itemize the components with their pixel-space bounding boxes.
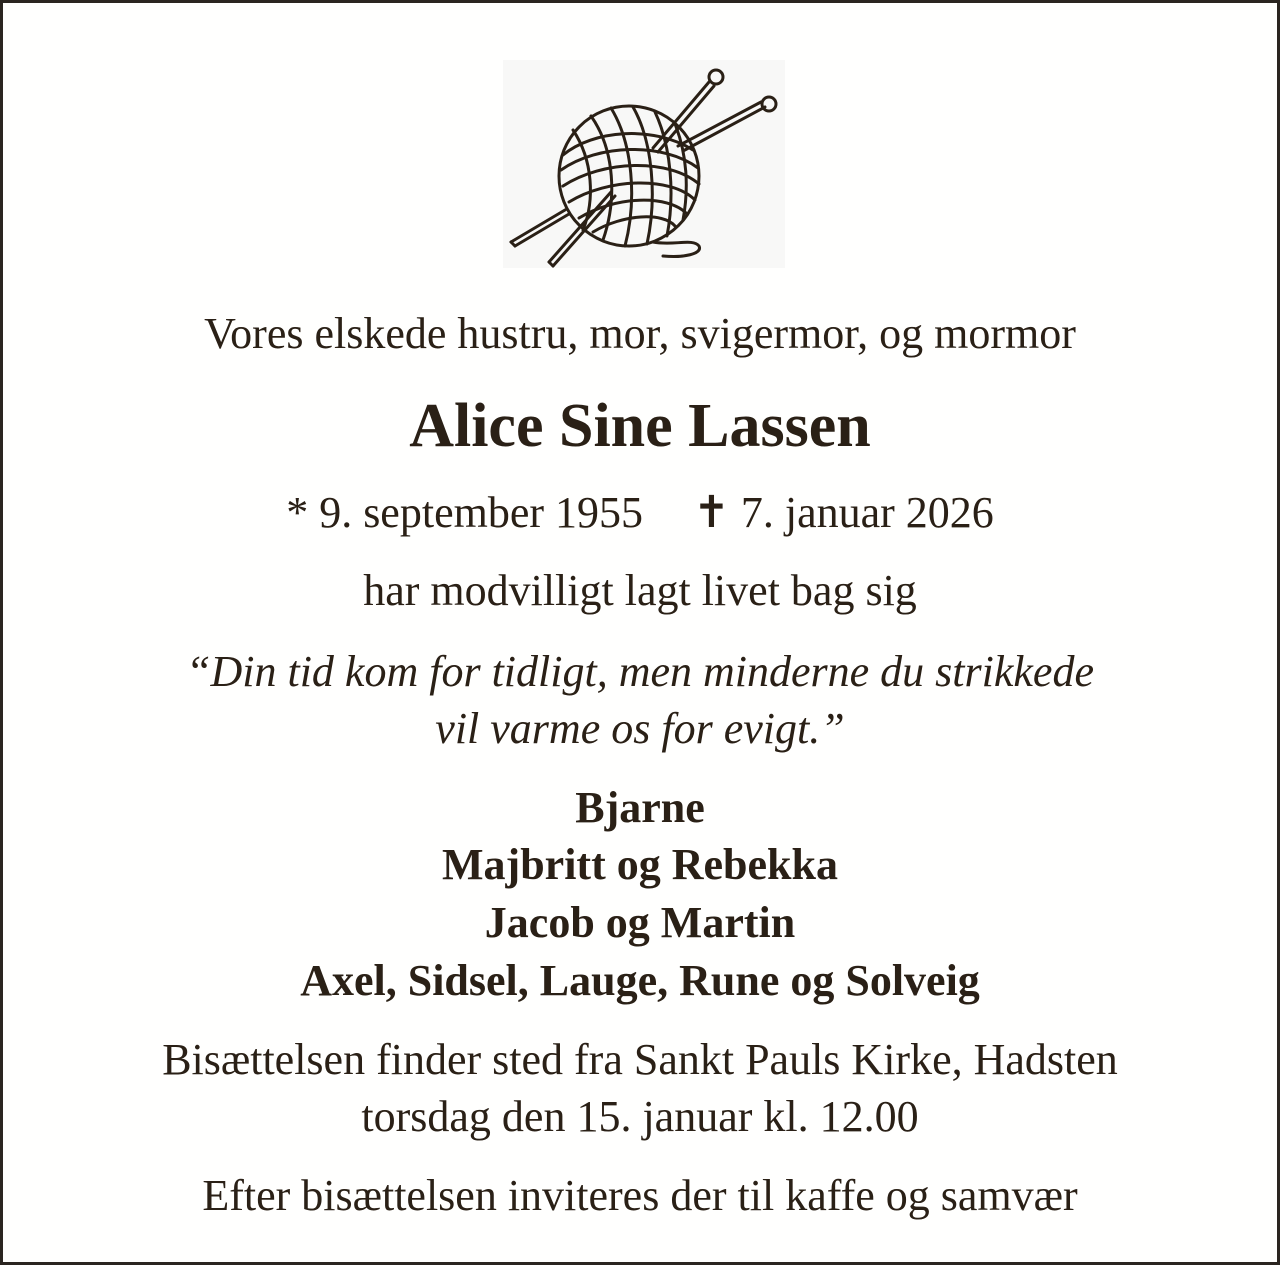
family-line: Majbritt og Rebekka: [442, 840, 838, 889]
intro-text: Vores elskede hustru, mor, svigermor, og mormor: [204, 309, 1076, 358]
life-dates: [3, 488, 1277, 537]
quote-line-1: “Din tid kom for tidligt, men minderne du strikkede: [186, 647, 1094, 696]
family-line: Jacob og Martin: [484, 898, 796, 947]
after-funeral-note: Efter bisættelsen inviteres der til kaffe og samvær: [202, 1171, 1078, 1220]
quote-line-2: vil varme os for evigt.”: [435, 704, 845, 753]
yarn-ball-icon: [503, 60, 785, 268]
family-line: Axel, Sidsel, Lauge, Rune og Solveig: [300, 956, 980, 1005]
family-line: Bjarne: [575, 783, 705, 832]
deceased-name: Alice Sine Lassen: [409, 392, 871, 460]
tagline-text: har modvilligt lagt livet bag sig: [363, 566, 917, 615]
birth-date: * 9. september 1955: [286, 488, 643, 537]
funeral-location: Bisættelsen finder sted fra Sankt Pauls Kirke, Hadsten: [162, 1035, 1118, 1084]
death-date: ✝ 7. januar 2026: [693, 488, 994, 537]
funeral-time: torsdag den 15. januar kl. 12.00: [361, 1092, 919, 1141]
